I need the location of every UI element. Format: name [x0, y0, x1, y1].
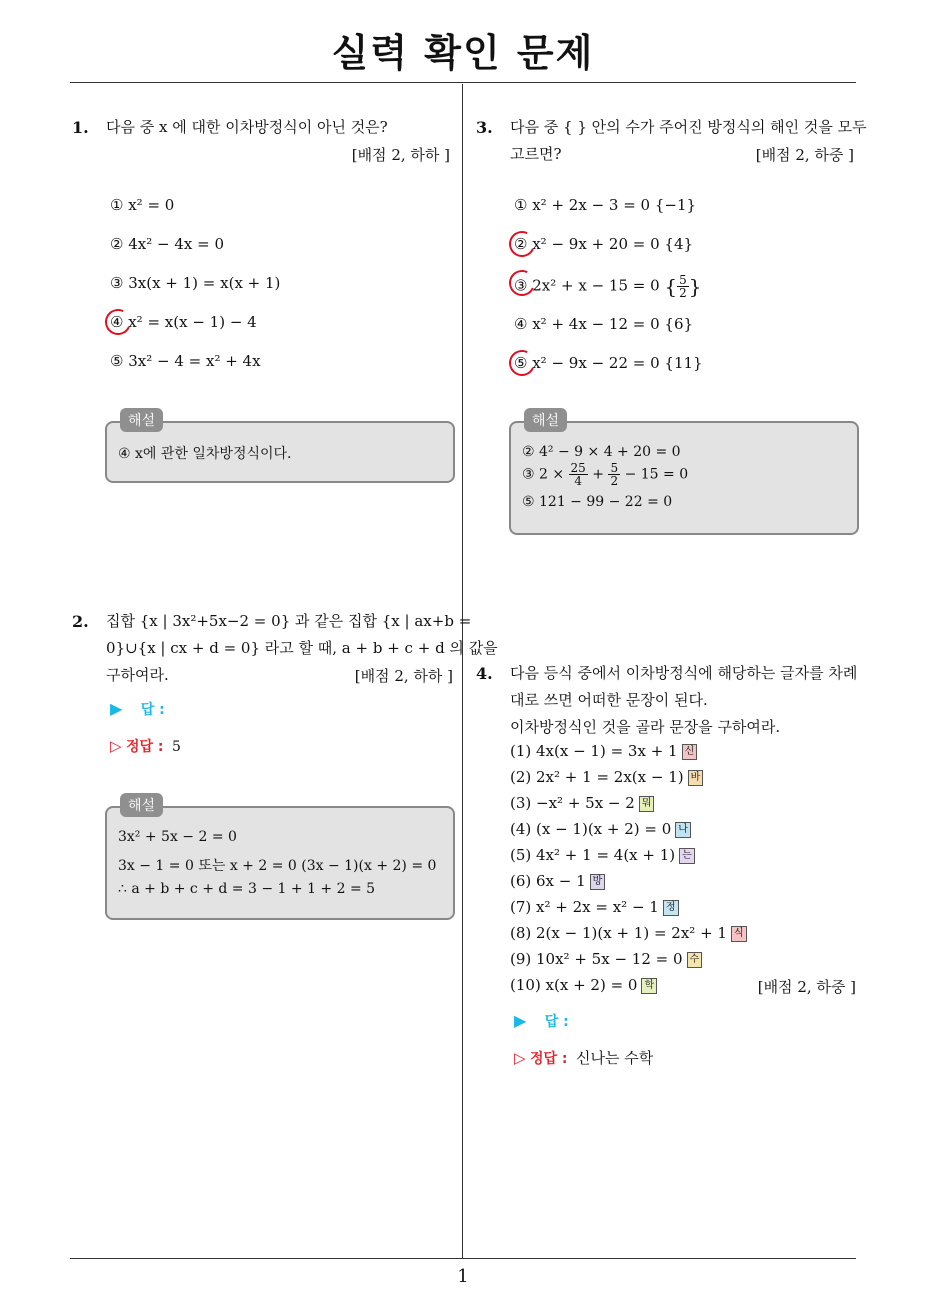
q4-item-6: (6) 6x − 1 방	[510, 872, 605, 890]
q2-answer-label: 답 :	[140, 702, 165, 718]
q3-line-2: 고르면?	[510, 145, 562, 163]
play-icon: ▶	[514, 1011, 527, 1030]
q1-text: 다음 중 x 에 대한 이차방정식이 아닌 것은?	[106, 118, 388, 136]
q4-correct-value: 신나는 수학	[575, 1049, 654, 1067]
q4-correct-row	[514, 1047, 653, 1068]
page-number: 1	[457, 1266, 469, 1287]
q2-line-1: 집합 {x | 3x²+5x−2 = 0} 과 같은 집합 {x | ax+b =	[106, 612, 472, 630]
play-icon: ▶	[110, 699, 123, 718]
q3-option-5[interactable]: ⑤ x² − 9x − 22 = 0 {11}	[514, 354, 703, 372]
q3-explanation-tag: 해설	[524, 408, 567, 432]
bottom-rule	[70, 1258, 856, 1259]
q1-option-1[interactable]: ① x² = 0	[110, 196, 175, 214]
q2-correct-label: 정답 :	[126, 739, 164, 755]
q2-correct-value: 5	[171, 739, 181, 755]
q4-item-8: (8) 2(x − 1)(x + 1) = 2x² + 1 식	[510, 924, 747, 942]
q3-option-3-fraction: $\frac{5}{2}$	[679, 273, 687, 300]
q4-answer-label: 답 :	[544, 1014, 569, 1030]
q4-line-3: 이차방정식인 것을 골라 문장을 구하여라.	[510, 718, 781, 736]
q2-line-2: 0}∪{x | cx + d = 0} 라고 할 때, a + b + c + d 의 값을	[106, 639, 498, 657]
column-divider	[462, 84, 463, 1258]
q1-score: [배점 2, 하하 ]	[351, 146, 450, 164]
q2-explanation-tag: 해설	[120, 793, 163, 817]
q3-option-2[interactable]: ② x² − 9x + 20 = 0 {4}	[514, 235, 694, 253]
q1-option-3[interactable]: ③ 3x(x + 1) = x(x + 1)	[110, 274, 281, 292]
q3-number: 3.	[476, 118, 493, 137]
outline-triangle-icon: ▷	[110, 737, 122, 755]
q1-number: 1.	[72, 118, 89, 137]
q3-explanation-line-1: ② 4² − 9 × 4 + 20 = 0	[522, 444, 681, 460]
q4-item-1: (1) 4x(x − 1) = 3x + 1 신	[510, 742, 697, 760]
q4-item-2: (2) 2x² + 1 = 2x(x − 1) 바	[510, 768, 703, 786]
q2-answer-row[interactable]	[110, 699, 165, 719]
outline-triangle-icon: ▷	[514, 1049, 526, 1067]
q2-score: [배점 2, 하하 ]	[354, 667, 453, 685]
q2-explanation-line-2: 3x − 1 = 0 또는 x + 2 = 0 (3x − 1)(x + 2) = 0	[118, 858, 437, 874]
q2-line-3: 구하여라.	[106, 666, 169, 684]
q1-explanation-line: ④ x에 관한 일차방정식이다.	[118, 446, 292, 462]
q3-option-3[interactable]: ③ 2x² + x − 15 = 0 { $\frac{5}{2}$ }	[514, 273, 702, 300]
q4-score: [배점 2, 하중 ]	[757, 978, 856, 996]
q2-explanation-line-3: ∴ a + b + c + d = 3 − 1 + 1 + 2 = 5	[118, 881, 376, 897]
q3-explanation-line-2: ③ 2 × $\frac{25}{4}$ + $\frac{5}{2}$ − 15 = 0	[522, 461, 689, 488]
q1-explanation-tag: 해설	[120, 408, 163, 432]
q4-item-7: (7) x² + 2x = x² − 1 정	[510, 898, 679, 916]
q4-number: 4.	[476, 664, 493, 683]
top-rule	[70, 82, 856, 83]
q4-line-2: 대로 쓰면 어떠한 문장이 된다.	[510, 691, 708, 709]
q4-correct-label: 정답 :	[530, 1051, 568, 1067]
q4-item-9: (9) 10x² + 5x − 12 = 0 수	[510, 950, 702, 968]
q1-option-2[interactable]: ② 4x² − 4x = 0	[110, 235, 224, 253]
q3-option-2-circle-mark	[505, 227, 538, 260]
q4-answer-row[interactable]	[514, 1011, 569, 1031]
q2-correct-row	[110, 736, 181, 756]
q3-explanation-line-3: ⑤ 121 − 99 − 22 = 0	[522, 494, 673, 510]
q1-option-4[interactable]: ④ x² = x(x − 1) − 4	[110, 313, 257, 331]
q1-option-5[interactable]: ⑤ 3x² − 4 = x² + 4x	[110, 352, 261, 370]
q1-option-4-circle-mark	[101, 305, 134, 338]
q4-item-4: (4) (x − 1)(x + 2) = 0 나	[510, 820, 691, 838]
q3-option-5-circle-mark	[505, 346, 538, 379]
q2-number: 2.	[72, 612, 89, 631]
q4-item-3: (3) −x² + 5x − 2 뭐	[510, 794, 654, 812]
q3-option-4[interactable]: ④ x² + 4x − 12 = 0 {6}	[514, 315, 694, 333]
q2-explanation-line-1: 3x² + 5x − 2 = 0	[118, 829, 237, 845]
page-title: 실력 확인 문제	[331, 31, 595, 75]
q3-option-1[interactable]: ① x² + 2x − 3 = 0 {−1}	[514, 196, 697, 214]
q4-line-1: 다음 등식 중에서 이차방정식에 해당하는 글자를 차례	[510, 664, 858, 682]
q4-item-5: (5) 4x² + 1 = 4(x + 1) 는	[510, 846, 695, 864]
q3-score: [배점 2, 하중 ]	[755, 146, 854, 164]
q3-option-3-eq: ③ 2x² + x − 15 = 0	[514, 276, 660, 295]
q4-item-10: (10) x(x + 2) = 0 학	[510, 976, 657, 994]
q3-line-1: 다음 중 { } 안의 수가 주어진 방정식의 해인 것을 모두	[510, 118, 867, 136]
